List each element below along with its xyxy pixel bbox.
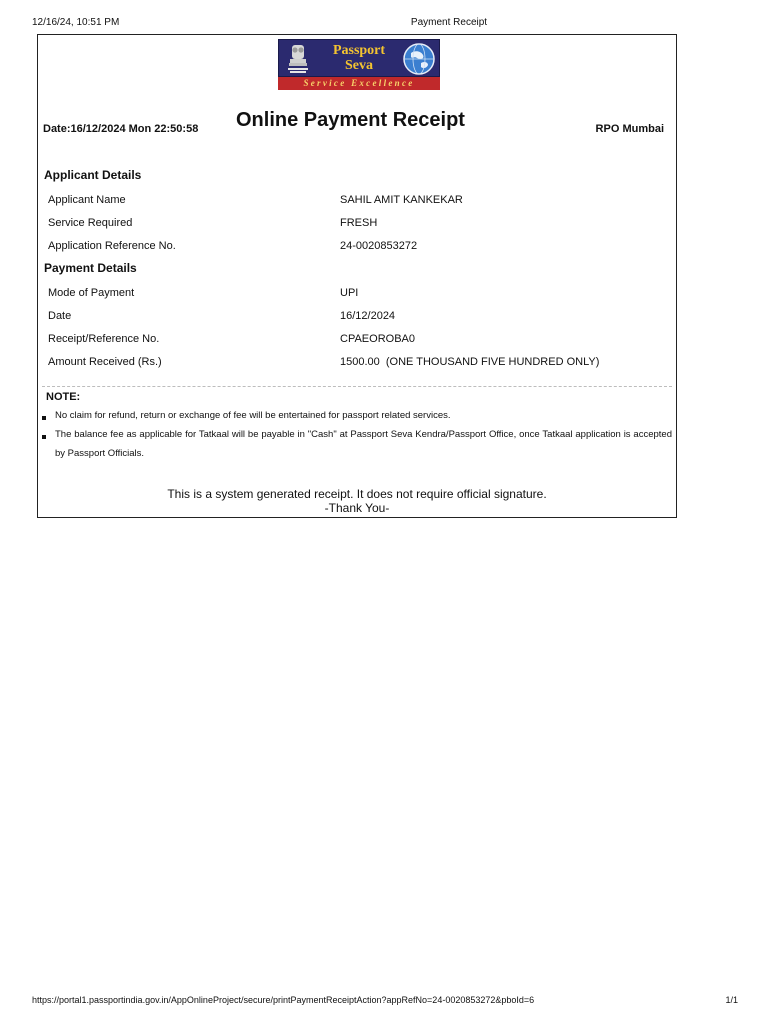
receipt-title: Online Payment Receipt [236, 109, 465, 131]
thank-you-text: -Thank You- [324, 501, 390, 515]
service-required-value: FRESH [340, 217, 378, 229]
amount-value: 1500.00 (ONE THOUSAND FIVE HUNDRED ONLY) [340, 356, 600, 368]
print-footer-url: https://portal1.passportindia.gov.in/AppOnlineProject/secure/printPaymentReceiptAction?appRefNo=24-0020853272&pboId=6 [32, 995, 535, 1005]
print-page-title: Payment Receipt [410, 17, 488, 28]
receipt-ref-value: CPAEOROBA0 [340, 333, 415, 345]
receipt-office: RPO Mumbai [595, 123, 664, 135]
logo-line-1: Passport [332, 43, 386, 58]
payment-details-heading: Payment Details [44, 261, 137, 275]
system-generated-text: This is a system generated receipt. It does not require official signature. [167, 487, 547, 501]
applicant-name-value: SAHIL AMIT KANKEKAR [340, 194, 463, 206]
note-heading: NOTE: [46, 391, 81, 403]
note-divider [42, 386, 672, 387]
globe-icon [403, 43, 435, 75]
receipt-ref-label: Receipt/Reference No. [48, 333, 160, 345]
logo-wordmark [319, 43, 399, 73]
application-ref-label: Application Reference No. [48, 240, 176, 252]
service-required-label: Service Required [48, 217, 133, 229]
print-datetime: 12/16/24, 10:51 PM [32, 17, 120, 28]
receipt-box [37, 34, 677, 518]
logo-line-2: Seva [345, 58, 373, 73]
payment-mode-label: Mode of Payment [48, 287, 135, 299]
national-emblem-icon [285, 43, 311, 75]
system-generated-note [38, 487, 676, 515]
payment-date-value: 16/12/2024 [340, 310, 396, 322]
receipt-date: Date:16/12/2024 Mon 22:50:58 [43, 123, 199, 135]
application-ref-value: 24-0020853272 [340, 240, 418, 252]
payment-mode-value: UPI [340, 287, 359, 299]
logo-tagline: Service Excellence [278, 77, 440, 90]
bullet-icon [42, 435, 46, 439]
applicant-name-label: Applicant Name [48, 194, 126, 206]
logo-top-panel [278, 39, 440, 77]
applicant-details-heading: Applicant Details [44, 168, 142, 182]
note-item: The balance fee as applicable for Tatkaal will be payable in "Cash" at Passport Seva Kendra/Passport Office, once Tatkaal application is accepted by Passport Officials. [55, 429, 672, 459]
bullet-icon [42, 416, 46, 420]
print-page-number: 1/1 [725, 995, 738, 1005]
passport-seva-logo [278, 39, 440, 89]
amount-label: Amount Received (Rs.) [48, 356, 162, 368]
note-item: No claim for refund, return or exchange of fee will be entertained for passport related services. [55, 410, 451, 421]
payment-date-label: Date [48, 310, 72, 322]
